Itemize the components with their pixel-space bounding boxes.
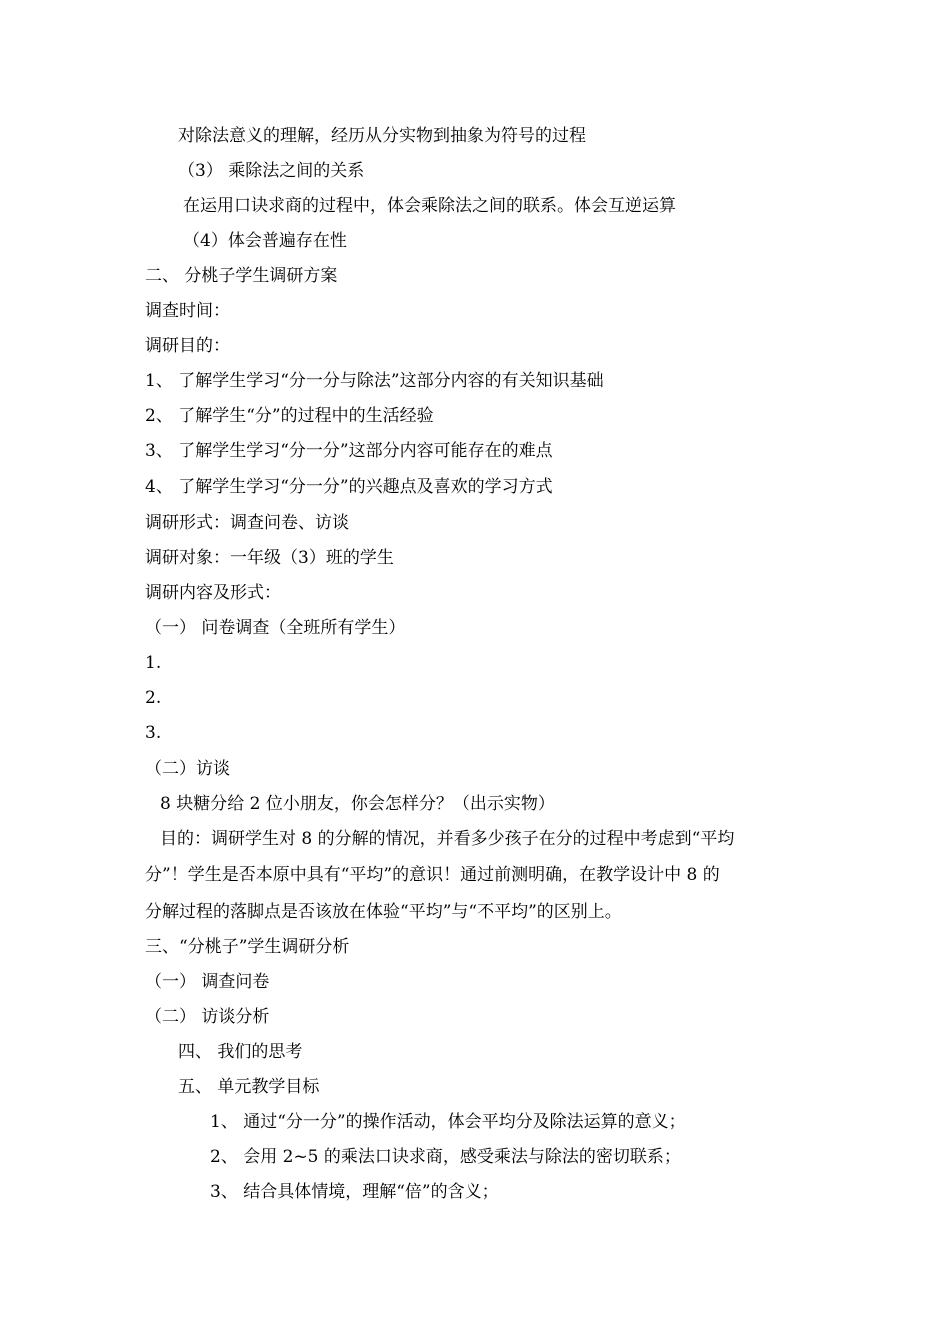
section-heading: 四、 我们的思考 [178, 1042, 303, 1062]
list-item: 3、 结合具体情境，理解“倍”的含义； [210, 1182, 499, 1202]
text-line: 调研对象：一年级（3）班的学生 [145, 548, 394, 568]
list-item: 1、 通过“分一分”的操作活动，体会平均分及除法运算的意义； [210, 1112, 686, 1132]
paragraph-line: 目的：调研学生对 8 的分解的情况，并看多少孩子在分的过程中考虑到“平均 [160, 829, 735, 849]
paragraph-line: 分解过程的落脚点是否该放在体验“平均”与“不平均”的区别上。 [145, 902, 622, 922]
text-line: 调研形式：调查问卷、访谈 [145, 513, 349, 533]
text-line: 调研内容及形式： [145, 583, 281, 603]
list-item: 3、 了解学生学习“分一分”这部分内容可能存在的难点 [145, 441, 553, 461]
list-item: 1、 了解学生学习“分一分与除法”这部分内容的有关知识基础 [145, 371, 604, 391]
text-line: （4）体会普遍存在性 [183, 231, 347, 251]
subsection-heading: （一） 问卷调查（全班所有学生） [145, 618, 406, 638]
subsection-heading: （一） 调查问卷 [145, 972, 270, 992]
section-heading: 三、“分桃子”学生调研分析 [145, 937, 350, 957]
text-line: （3） 乘除法之间的关系 [178, 161, 365, 181]
text-line: 8 块糖分给 2 位小朋友，你会怎样分？（出示实物） [160, 794, 555, 814]
list-item: 3. [145, 723, 162, 743]
list-item: 2、 会用 2~5 的乘法口诀求商，感受乘法与除法的密切联系； [210, 1147, 681, 1167]
list-item: 2. [145, 688, 162, 708]
list-item: 1. [145, 653, 162, 673]
text-line: 对除法意义的理解，经历从分实物到抽象为符号的过程 [178, 126, 586, 146]
list-item: 4、 了解学生学习“分一分”的兴趣点及喜欢的学习方式 [145, 477, 553, 497]
section-heading: 二、 分桃子学生调研方案 [145, 266, 338, 286]
subsection-heading: （二） 访谈分析 [145, 1007, 270, 1027]
text-line: 调研目的： [145, 336, 230, 356]
list-item: 2、 了解学生“分”的过程中的生活经验 [145, 406, 434, 426]
section-heading: 五、 单元教学目标 [178, 1077, 320, 1097]
text-line: 在运用口诀求商的过程中，体会乘除法之间的联系。体会互逆运算 [183, 196, 676, 216]
subsection-heading: （二）访谈 [145, 759, 230, 779]
text-line: 调查时间： [145, 301, 230, 321]
paragraph-line: 分”！学生是否本原中具有“平均”的意识！通过前测明确，在教学设计中 8 的 [145, 865, 720, 885]
